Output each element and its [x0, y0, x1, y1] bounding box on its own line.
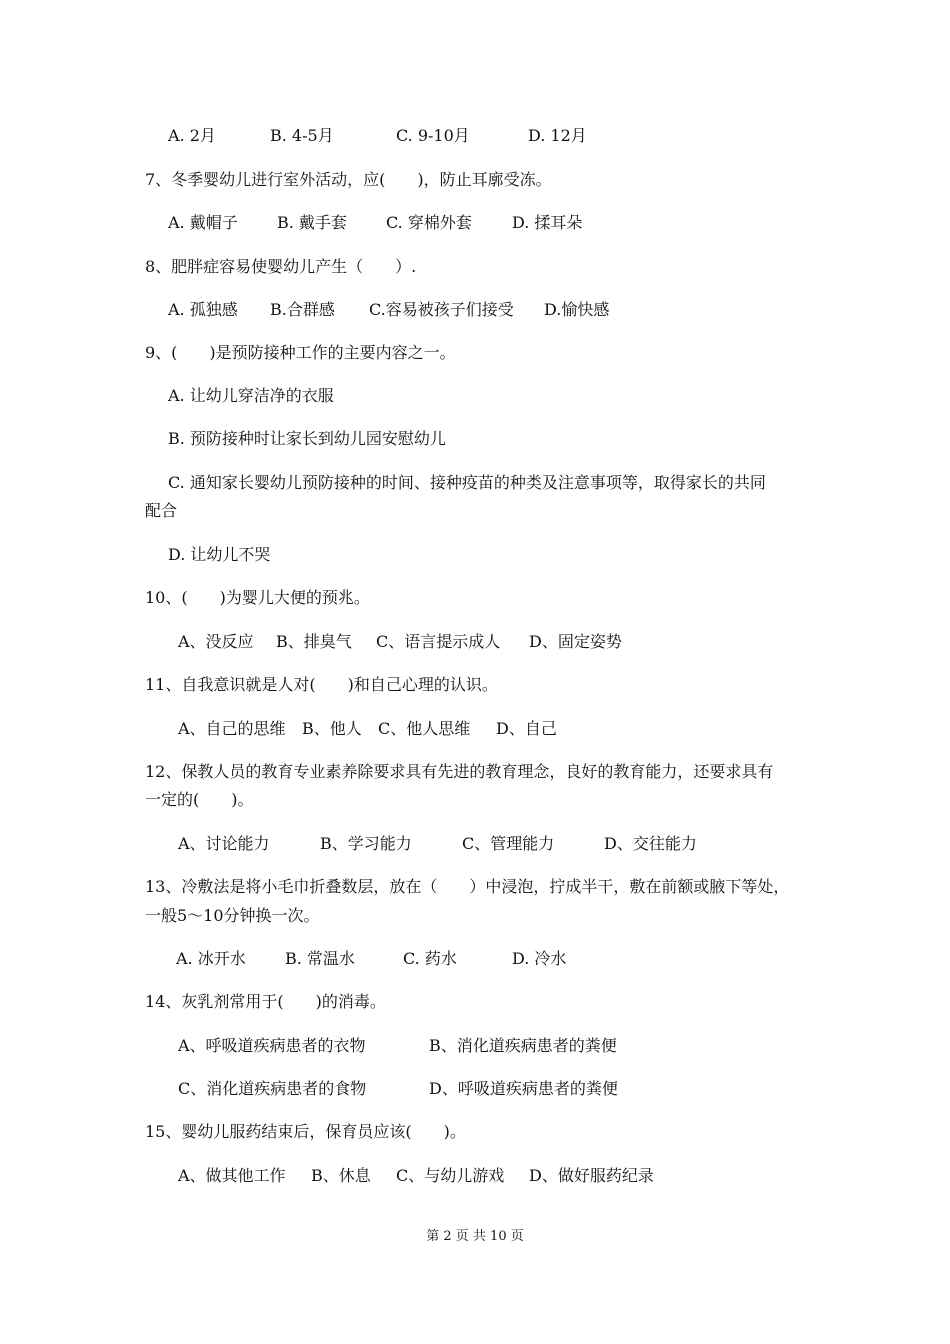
q6-option-b: B. 4-5月	[270, 126, 334, 145]
q15-option-c: C、与幼儿游戏	[396, 1166, 505, 1185]
q14-stem: 14、灰乳剂常用于( )的消毒。	[145, 992, 386, 1011]
q13-stem-continued: 一般5～10分钟换一次。	[145, 906, 320, 925]
page-number-footer: 第 2 页 共 10 页	[426, 1229, 524, 1244]
q11-stem: 11、自我意识就是人对( )和自己心理的认识。	[145, 675, 498, 694]
q10-option-d: D、固定姿势	[529, 632, 622, 651]
q13-option-c: C. 药水	[403, 949, 457, 968]
q15-stem: 15、婴幼儿服药结束后，保育员应该( )。	[145, 1122, 466, 1141]
q12-option-d: D、交往能力	[604, 834, 697, 853]
q10-option-c: C、语言提示成人	[376, 632, 501, 651]
q10-option-a: A、没反应	[178, 632, 254, 651]
q15-option-a: A、做其他工作	[178, 1166, 286, 1185]
q10-stem: 10、( )为婴儿大便的预兆。	[145, 588, 370, 607]
q9-stem: 9、( )是预防接种工作的主要内容之一。	[145, 343, 456, 362]
q15-option-d: D、做好服药纪录	[529, 1166, 654, 1185]
q13-option-b: B. 常温水	[285, 949, 355, 968]
q15-option-b: B、休息	[311, 1166, 371, 1185]
q7-option-c: C. 穿棉外套	[386, 213, 472, 232]
q13-stem: 13、冷敷法是将小毛巾折叠数层，放在（ ）中浸泡，拧成半干，敷在前额或腋下等处，	[145, 877, 790, 896]
q8-option-c: C.容易被孩子们接受	[369, 300, 514, 319]
q14-option-d: D、呼吸道疾病患者的粪便	[429, 1079, 618, 1098]
q7-option-d: D. 揉耳朵	[512, 213, 583, 232]
q6-option-a: A. 2月	[168, 126, 216, 145]
q9-option-c-continued: 配合	[145, 501, 178, 520]
q11-option-c: C、他人思维	[378, 719, 471, 738]
q14-option-b: B、消化道疾病患者的粪便	[429, 1036, 617, 1055]
q12-option-b: B、学习能力	[320, 834, 412, 853]
q7-stem: 7、冬季婴幼儿进行室外活动，应( )，防止耳廓受冻。	[145, 170, 552, 189]
q9-option-c: C. 通知家长婴幼儿预防接种的时间、接种疫苗的种类及注意事项等，取得家长的共同	[168, 473, 766, 492]
q12-stem: 12、保教人员的教育专业素养除要求具有先进的教育理念，良好的教育能力，还要求具有	[145, 762, 774, 781]
q11-option-d: D、自己	[496, 719, 557, 738]
q8-stem: 8、肥胖症容易使婴幼儿产生（ ）.	[145, 257, 417, 276]
q6-option-d: D. 12月	[528, 126, 587, 145]
q14-option-c: C、消化道疾病患者的食物	[178, 1079, 367, 1098]
q7-option-a: A. 戴帽子	[168, 213, 238, 232]
q11-option-a: A、自己的思维	[178, 719, 286, 738]
q10-option-b: B、排臭气	[276, 632, 352, 651]
q9-option-d: D. 让幼儿不哭	[168, 545, 271, 564]
q8-option-b: B.合群感	[270, 300, 335, 319]
q9-option-b: B. 预防接种时让家长到幼儿园安慰幼儿	[168, 429, 446, 448]
q13-option-d: D. 冷水	[512, 949, 567, 968]
q6-option-c: C. 9-10月	[396, 126, 470, 145]
q7-option-b: B. 戴手套	[277, 213, 347, 232]
q9-option-a: A. 让幼儿穿洁净的衣服	[168, 386, 334, 405]
q8-option-a: A. 孤独感	[168, 300, 238, 319]
q12-stem-continued: 一定的( )。	[145, 790, 254, 809]
q8-option-d: D.愉快感	[544, 300, 610, 319]
q14-option-a: A、呼吸道疾病患者的衣物	[178, 1036, 366, 1055]
q12-option-c: C、管理能力	[462, 834, 555, 853]
q12-option-a: A、讨论能力	[178, 834, 270, 853]
q13-option-a: A. 冰开水	[176, 949, 246, 968]
q11-option-b: B、他人	[302, 719, 362, 738]
